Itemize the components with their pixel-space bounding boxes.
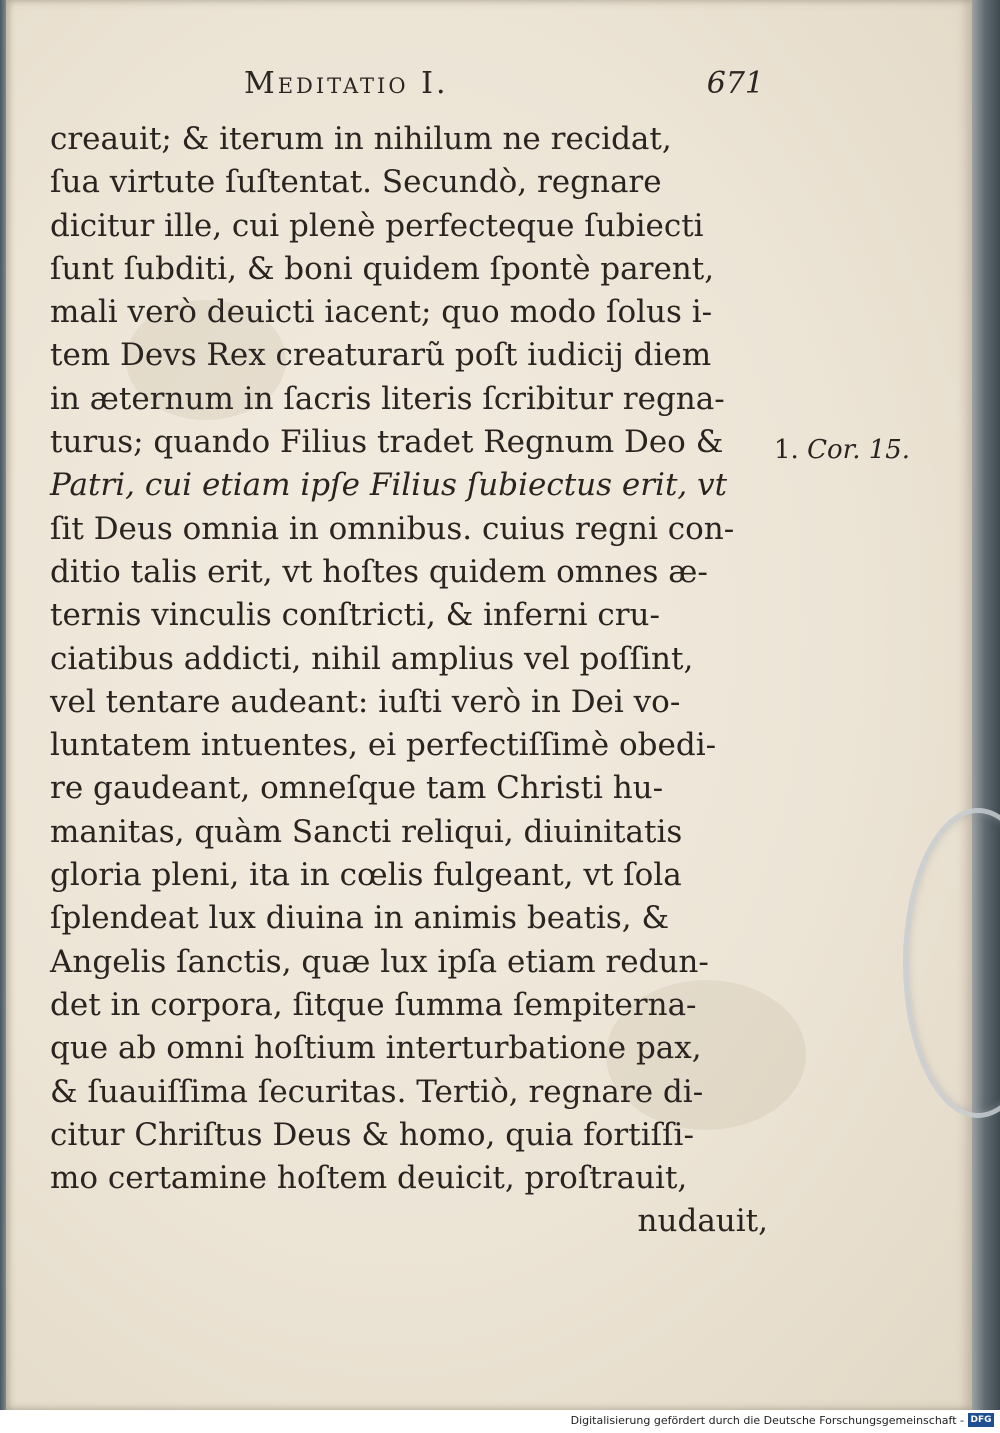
- text-line: & ſuauiſſima ſecuritas. Tertiò, regnare di-: [50, 1073, 704, 1110]
- text-line: det in corpora, ſitque ſumma ſempiterna-: [50, 986, 697, 1023]
- dfg-logo: DFG: [968, 1413, 994, 1427]
- text-line: ditio talis erit, vt hoſtes quidem omnes æ-: [50, 553, 708, 590]
- text-line: ternis vinculis conſtricti, & inferni cru-: [50, 597, 660, 634]
- text-line: Angelis ſanctis, quæ lux ipſa etiam redun-: [50, 943, 709, 980]
- text-line: turus; quando Filius tradet Regnum Deo &: [50, 424, 724, 461]
- text-line: ſunt ſubditi, & boni quidem ſpontè parent,: [50, 250, 715, 287]
- text-line: mo certamine hoſtem deuicit, proſtrauit,: [50, 1160, 688, 1197]
- text-line: que ab omni hoſtium interturbatione pax,: [50, 1030, 702, 1067]
- text-line: citur Chriſtus Deus & homo, quia fortiſſi-: [50, 1116, 694, 1153]
- text-line: in æternum in ſacris literis ſcribitur regna-: [50, 380, 725, 417]
- catchword: nudauit,: [637, 1203, 768, 1240]
- running-head: Meditatio I.: [244, 66, 449, 101]
- body-text-block: [50, 118, 768, 1244]
- text-line-italic: Patri, cui etiam ipſe Filius ſubiectus erit, vt: [50, 467, 728, 504]
- text-line: tem Devs Rex creaturarũ poſt iudicij diem: [50, 337, 712, 374]
- text-line: mali verò deuicti iacent; quo modo ſolus i-: [50, 294, 713, 331]
- text-line: luntatem intuentes, ei perfectiſſimè obedi-: [50, 727, 717, 764]
- margin-note-reference: Cor. 15.: [807, 435, 911, 465]
- margin-note: [774, 435, 910, 465]
- text-line: creauit; & iterum in nihilum ne recidat,: [50, 121, 672, 157]
- text-line: ſit Deus omnia in omnibus. cuius regni con-: [50, 510, 735, 547]
- text-line: dicitur ille, cui plenè perfecteque ſubiecti: [50, 207, 704, 244]
- text-line: re gaudeant, omneſque tam Christi hu-: [50, 770, 664, 807]
- margin-note-number: 1.: [774, 435, 799, 465]
- text-line: vel tentare audeant: iuſti verò in Dei vo-: [50, 683, 681, 720]
- text-line: manitas, quàm Sancti reliqui, diuinitatis: [50, 813, 683, 850]
- book-page: [6, 0, 972, 1410]
- page-number: 671: [706, 66, 764, 101]
- page-header: [52, 62, 764, 110]
- text-line: ciatibus addicti, nihil amplius vel poſſint,: [50, 640, 694, 677]
- funding-credit: Digitalisierung gefördert durch die Deutsche Forschungsgemeinschaft -: [570, 1414, 964, 1427]
- text-line: ſua virtute ſuſtentat. Secundò, regnare: [50, 164, 662, 201]
- footer-bar: [0, 1410, 1000, 1433]
- text-line: ſplendeat lux diuina in animis beatis, &: [50, 900, 670, 937]
- text-line: gloria pleni, ita in cœlis fulgeant, vt ſola: [50, 857, 682, 894]
